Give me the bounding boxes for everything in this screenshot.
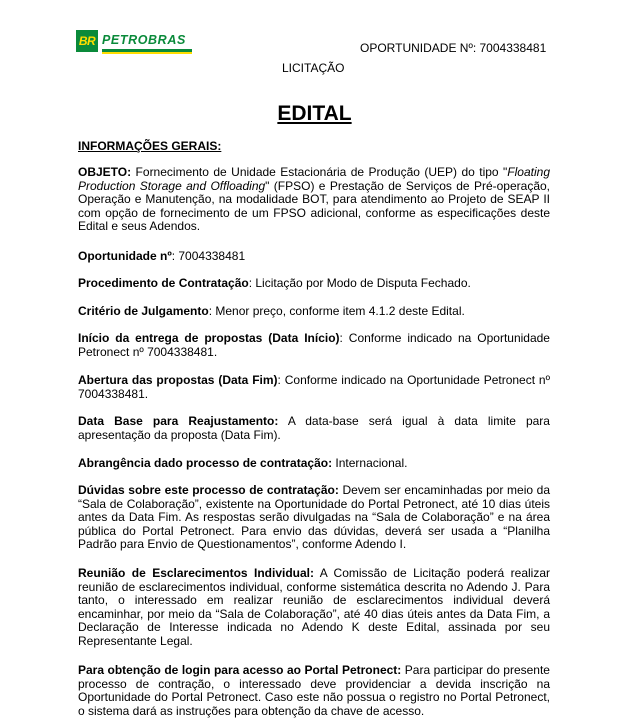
item-text: : Conforme indicado na Oportunidade Petronect nº 7004338481. bbox=[78, 331, 550, 359]
item-reuniao bbox=[78, 567, 550, 648]
item-text: Internacional. bbox=[332, 456, 408, 470]
item-label: Oportunidade nº bbox=[78, 249, 172, 263]
petrobras-wordmark: PETROBRAS bbox=[102, 33, 186, 47]
item-label: Início da entrega de propostas (Data Início) bbox=[78, 331, 340, 345]
item-abrangencia bbox=[78, 457, 550, 471]
item-text: Para participar do presente processo de contração, o interessado deve providenciar a devida inscrição na Oportunidade do Portal Petronect. Caso este não possua o registro no Portal Petronect, o sistema dará as instruções para obtenção da chave de acesso. bbox=[78, 663, 550, 718]
document-title: EDITAL bbox=[277, 102, 352, 125]
objeto-paragraph bbox=[78, 166, 550, 234]
petrobras-logo bbox=[76, 30, 192, 54]
item-label: Critério de Julgamento bbox=[78, 304, 209, 318]
item-text: Devem ser encaminhadas por meio da “Sala de Colaboração”, existente na Oportunidade do Portal Petronect, até 10 dias úteis antes da Data Fim. As respostas serão divulgadas na “Sala de Colaboração” e na área pública do Portal Petronect. Para envio das dúvidas, deverá ser usada a “Planilha Padrão para Envio de Questionamentos”, conforme Adendo I. bbox=[78, 483, 551, 551]
item-oportunidade bbox=[78, 250, 550, 264]
item-label: Abrangência dado processo de contratação: bbox=[78, 456, 333, 470]
item-duvidas bbox=[78, 484, 550, 552]
objeto-italic-term: Floating Production Storage and Offloading bbox=[78, 165, 550, 193]
item-text: : Menor preço, conforme item 4.1.2 deste Edital. bbox=[208, 304, 465, 318]
item-label: Data Base para Reajustamento: bbox=[78, 414, 279, 428]
br-logo-mark: BR bbox=[76, 30, 98, 52]
item-label: Abertura das propostas (Data Fim) bbox=[78, 373, 278, 387]
item-abertura bbox=[78, 374, 550, 401]
objeto-text-continued: " (FPSO) e Prestação de Serviços de Pré-operação, Operação e Manutenção, na modalidade BOT, para atendimento ao Projeto de SEAP II com opção de fornecimento de um FPSO adicional, conforme as especificações deste Edital e seus Adendos. bbox=[78, 178, 550, 233]
item-text: : Conforme indicado na Oportunidade Petronect nº 7004338481. bbox=[78, 373, 550, 401]
item-text: : Licitação por Modo de Disputa Fechado. bbox=[248, 276, 471, 290]
item-label: Reunião de Esclarecimentos Individual: bbox=[78, 566, 314, 580]
item-text: A Comissão de Licitação poderá realizar reunião de esclarecimentos individual, conforme sistemática descrita no Adendo J. Para tanto, o interessado em realizar reunião de esclarecimentos individual deverá encaminhar, por meio da “Sala de Colaboração”, até 40 dias úteis antes da Data Fim, a Declaração de Interesse indicada no Adendo K deste Edital, assinada por seu Representante Legal. bbox=[78, 566, 550, 648]
item-label: Para obtenção de login para acesso ao Portal Petronect: bbox=[78, 663, 402, 677]
item-procedimento bbox=[78, 277, 550, 291]
section-heading: INFORMAÇÕES GERAIS: bbox=[78, 139, 222, 153]
objeto-label: OBJETO: bbox=[78, 165, 132, 179]
item-inicio-entrega bbox=[78, 332, 550, 359]
item-login-portal bbox=[78, 664, 550, 718]
document-subtitle: LICITAÇÃO bbox=[282, 61, 345, 75]
item-label: Dúvidas sobre este processo de contratação: bbox=[78, 483, 339, 497]
item-label: Procedimento de Contratação bbox=[78, 276, 249, 290]
objeto-text: Fornecimento de Unidade Estacionária de Produção (UEP) do tipo " bbox=[131, 165, 508, 179]
opportunity-number-header: OPORTUNIDADE Nº: 7004338481 bbox=[360, 41, 547, 55]
item-data-base bbox=[78, 415, 550, 442]
item-text: : 7004338481 bbox=[171, 249, 246, 263]
item-criterio bbox=[78, 305, 550, 319]
logo-underline-yellow bbox=[102, 52, 192, 54]
item-text: A data-base será igual à data limite para apresentação da proposta (Data Fim). bbox=[78, 414, 550, 442]
